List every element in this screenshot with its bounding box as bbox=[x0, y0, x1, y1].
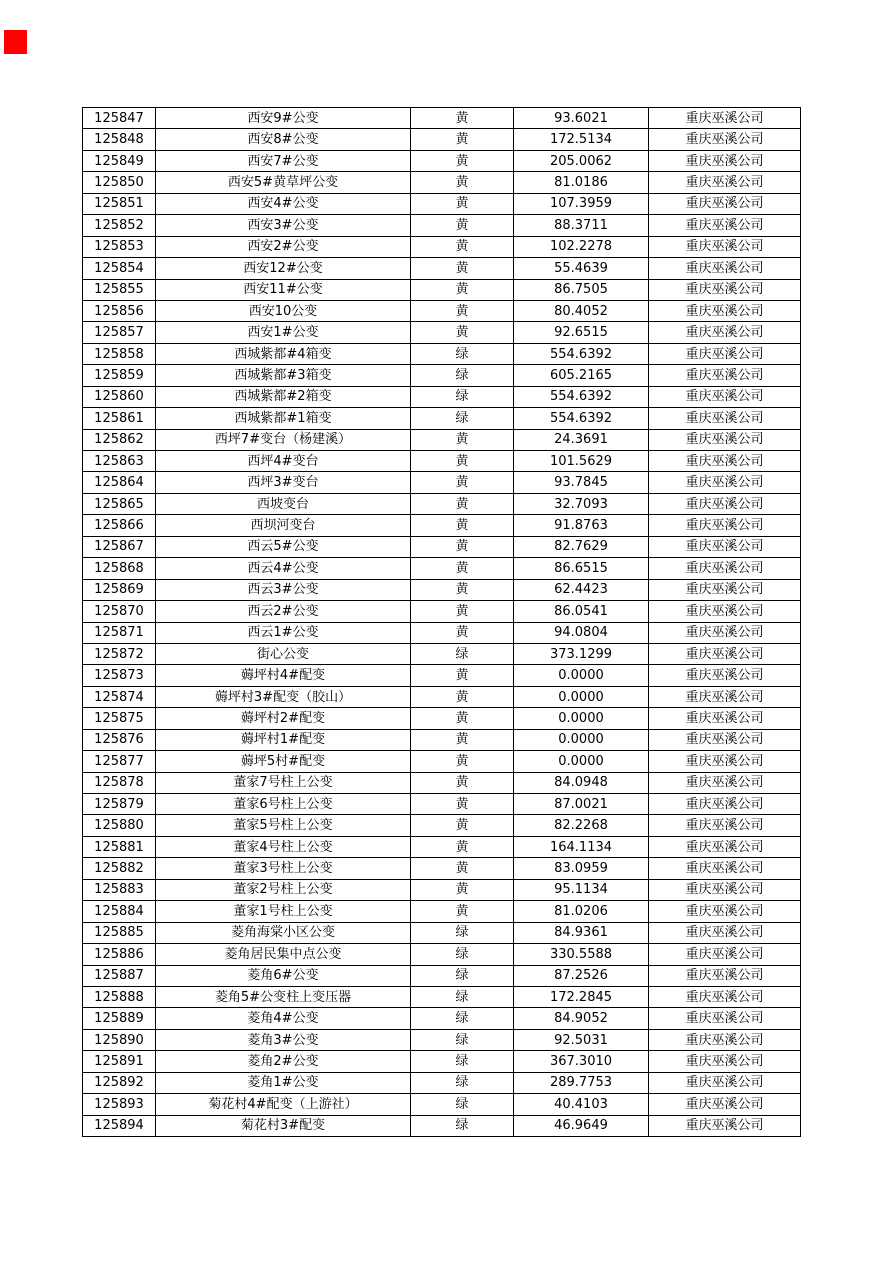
cell-color: 黄 bbox=[411, 472, 514, 493]
cell-company: 重庆巫溪公司 bbox=[649, 986, 801, 1007]
cell-value: 172.5134 bbox=[514, 129, 649, 150]
cell-name: 董家7号柱上公变 bbox=[156, 772, 411, 793]
cell-value: 330.5588 bbox=[514, 944, 649, 965]
table-row bbox=[83, 665, 801, 686]
cell-name: 菱角6#公变 bbox=[156, 965, 411, 986]
table-row bbox=[83, 365, 801, 386]
cell-color: 黄 bbox=[411, 258, 514, 279]
table-row bbox=[83, 708, 801, 729]
cell-value: 86.6515 bbox=[514, 558, 649, 579]
cell-company: 重庆巫溪公司 bbox=[649, 836, 801, 857]
cell-color: 绿 bbox=[411, 965, 514, 986]
cell-id: 125892 bbox=[83, 1072, 156, 1093]
cell-name: 董家5号柱上公变 bbox=[156, 815, 411, 836]
table-row bbox=[83, 1072, 801, 1093]
table-row bbox=[83, 772, 801, 793]
cell-name: 西坪7#变台（杨建溪） bbox=[156, 429, 411, 450]
cell-color: 黄 bbox=[411, 322, 514, 343]
cell-value: 93.7845 bbox=[514, 472, 649, 493]
cell-name: 薅坪5村#配变 bbox=[156, 751, 411, 772]
cell-company: 重庆巫溪公司 bbox=[649, 772, 801, 793]
cell-company: 重庆巫溪公司 bbox=[649, 729, 801, 750]
cell-color: 黄 bbox=[411, 665, 514, 686]
cell-company: 重庆巫溪公司 bbox=[649, 215, 801, 236]
cell-color: 绿 bbox=[411, 343, 514, 364]
cell-value: 55.4639 bbox=[514, 258, 649, 279]
cell-id: 125888 bbox=[83, 986, 156, 1007]
cell-id: 125851 bbox=[83, 193, 156, 214]
cell-name: 西安7#公变 bbox=[156, 150, 411, 171]
cell-name: 董家2号柱上公变 bbox=[156, 879, 411, 900]
cell-company: 重庆巫溪公司 bbox=[649, 451, 801, 472]
cell-color: 黄 bbox=[411, 879, 514, 900]
table-row bbox=[83, 794, 801, 815]
cell-name: 西安8#公变 bbox=[156, 129, 411, 150]
table-row bbox=[83, 150, 801, 171]
cell-value: 95.1134 bbox=[514, 879, 649, 900]
cell-name: 西安3#公变 bbox=[156, 215, 411, 236]
cell-value: 83.0959 bbox=[514, 858, 649, 879]
cell-name: 薅坪村1#配变 bbox=[156, 729, 411, 750]
cell-company: 重庆巫溪公司 bbox=[649, 493, 801, 514]
cell-value: 84.9052 bbox=[514, 1008, 649, 1029]
cell-color: 绿 bbox=[411, 1051, 514, 1072]
cell-color: 黄 bbox=[411, 686, 514, 707]
cell-color: 绿 bbox=[411, 1072, 514, 1093]
cell-value: 81.0206 bbox=[514, 901, 649, 922]
cell-value: 0.0000 bbox=[514, 729, 649, 750]
cell-value: 86.7505 bbox=[514, 279, 649, 300]
cell-company: 重庆巫溪公司 bbox=[649, 815, 801, 836]
cell-company: 重庆巫溪公司 bbox=[649, 1008, 801, 1029]
table-row bbox=[83, 472, 801, 493]
table-row bbox=[83, 686, 801, 707]
data-table bbox=[82, 107, 801, 1137]
cell-value: 0.0000 bbox=[514, 665, 649, 686]
cell-id: 125883 bbox=[83, 879, 156, 900]
cell-id: 125869 bbox=[83, 579, 156, 600]
cell-id: 125847 bbox=[83, 108, 156, 129]
cell-id: 125849 bbox=[83, 150, 156, 171]
cell-name: 西安10公变 bbox=[156, 300, 411, 321]
cell-name: 董家6号柱上公变 bbox=[156, 794, 411, 815]
red-marker bbox=[4, 30, 27, 54]
cell-value: 92.6515 bbox=[514, 322, 649, 343]
cell-company: 重庆巫溪公司 bbox=[649, 622, 801, 643]
cell-company: 重庆巫溪公司 bbox=[649, 536, 801, 557]
cell-value: 164.1134 bbox=[514, 836, 649, 857]
cell-company: 重庆巫溪公司 bbox=[649, 965, 801, 986]
cell-id: 125870 bbox=[83, 601, 156, 622]
cell-company: 重庆巫溪公司 bbox=[649, 901, 801, 922]
cell-id: 125886 bbox=[83, 944, 156, 965]
cell-color: 绿 bbox=[411, 1115, 514, 1136]
cell-id: 125889 bbox=[83, 1008, 156, 1029]
cell-company: 重庆巫溪公司 bbox=[649, 279, 801, 300]
cell-value: 86.0541 bbox=[514, 601, 649, 622]
cell-id: 125848 bbox=[83, 129, 156, 150]
cell-name: 西城紫都#1箱变 bbox=[156, 408, 411, 429]
cell-color: 绿 bbox=[411, 386, 514, 407]
cell-value: 367.3010 bbox=[514, 1051, 649, 1072]
cell-value: 102.2278 bbox=[514, 236, 649, 257]
table-row bbox=[83, 815, 801, 836]
table-row bbox=[83, 279, 801, 300]
cell-id: 125873 bbox=[83, 665, 156, 686]
cell-color: 黄 bbox=[411, 858, 514, 879]
table-row bbox=[83, 536, 801, 557]
cell-company: 重庆巫溪公司 bbox=[649, 922, 801, 943]
cell-id: 125875 bbox=[83, 708, 156, 729]
cell-name: 薅坪村3#配变（胶山） bbox=[156, 686, 411, 707]
cell-company: 重庆巫溪公司 bbox=[649, 1072, 801, 1093]
cell-name: 西安5#黄草坪公变 bbox=[156, 172, 411, 193]
cell-id: 125856 bbox=[83, 300, 156, 321]
cell-name: 西云2#公变 bbox=[156, 601, 411, 622]
cell-color: 黄 bbox=[411, 729, 514, 750]
cell-company: 重庆巫溪公司 bbox=[649, 258, 801, 279]
cell-name: 西城紫都#3箱变 bbox=[156, 365, 411, 386]
table-row bbox=[83, 1115, 801, 1136]
table-row bbox=[83, 322, 801, 343]
cell-id: 125881 bbox=[83, 836, 156, 857]
cell-id: 125890 bbox=[83, 1029, 156, 1050]
cell-id: 125850 bbox=[83, 172, 156, 193]
cell-name: 西安12#公变 bbox=[156, 258, 411, 279]
cell-company: 重庆巫溪公司 bbox=[649, 1051, 801, 1072]
cell-name: 菊花村4#配变（上游社） bbox=[156, 1094, 411, 1115]
cell-id: 125854 bbox=[83, 258, 156, 279]
cell-color: 黄 bbox=[411, 193, 514, 214]
table-row bbox=[83, 408, 801, 429]
cell-color: 绿 bbox=[411, 986, 514, 1007]
cell-name: 西城紫都#2箱变 bbox=[156, 386, 411, 407]
cell-value: 82.2268 bbox=[514, 815, 649, 836]
cell-company: 重庆巫溪公司 bbox=[649, 343, 801, 364]
table-row bbox=[83, 558, 801, 579]
cell-name: 西安4#公变 bbox=[156, 193, 411, 214]
cell-company: 重庆巫溪公司 bbox=[649, 129, 801, 150]
table-row bbox=[83, 601, 801, 622]
cell-color: 黄 bbox=[411, 579, 514, 600]
cell-color: 黄 bbox=[411, 536, 514, 557]
cell-name: 西城紫都#4箱变 bbox=[156, 343, 411, 364]
cell-company: 重庆巫溪公司 bbox=[649, 108, 801, 129]
cell-id: 125865 bbox=[83, 493, 156, 514]
table-row bbox=[83, 901, 801, 922]
cell-value: 88.3711 bbox=[514, 215, 649, 236]
cell-value: 87.2526 bbox=[514, 965, 649, 986]
cell-company: 重庆巫溪公司 bbox=[649, 944, 801, 965]
cell-value: 32.7093 bbox=[514, 493, 649, 514]
cell-value: 81.0186 bbox=[514, 172, 649, 193]
table-row bbox=[83, 1008, 801, 1029]
cell-id: 125857 bbox=[83, 322, 156, 343]
cell-value: 94.0804 bbox=[514, 622, 649, 643]
cell-color: 黄 bbox=[411, 836, 514, 857]
cell-company: 重庆巫溪公司 bbox=[649, 322, 801, 343]
cell-value: 0.0000 bbox=[514, 708, 649, 729]
cell-color: 黄 bbox=[411, 622, 514, 643]
cell-id: 125853 bbox=[83, 236, 156, 257]
cell-color: 黄 bbox=[411, 279, 514, 300]
cell-color: 黄 bbox=[411, 794, 514, 815]
table-row bbox=[83, 429, 801, 450]
cell-name: 董家4号柱上公变 bbox=[156, 836, 411, 857]
cell-id: 125864 bbox=[83, 472, 156, 493]
table-row bbox=[83, 515, 801, 536]
cell-id: 125887 bbox=[83, 965, 156, 986]
cell-id: 125852 bbox=[83, 215, 156, 236]
cell-company: 重庆巫溪公司 bbox=[649, 1115, 801, 1136]
cell-company: 重庆巫溪公司 bbox=[649, 879, 801, 900]
cell-value: 92.5031 bbox=[514, 1029, 649, 1050]
cell-value: 24.3691 bbox=[514, 429, 649, 450]
cell-name: 董家1号柱上公变 bbox=[156, 901, 411, 922]
table-row bbox=[83, 108, 801, 129]
cell-name: 西安11#公变 bbox=[156, 279, 411, 300]
cell-id: 125882 bbox=[83, 858, 156, 879]
cell-color: 黄 bbox=[411, 108, 514, 129]
cell-id: 125893 bbox=[83, 1094, 156, 1115]
table-row bbox=[83, 643, 801, 664]
cell-color: 黄 bbox=[411, 129, 514, 150]
table-row bbox=[83, 922, 801, 943]
cell-name: 菱角4#公变 bbox=[156, 1008, 411, 1029]
cell-name: 西坪4#变台 bbox=[156, 451, 411, 472]
table-row bbox=[83, 193, 801, 214]
cell-value: 62.4423 bbox=[514, 579, 649, 600]
cell-company: 重庆巫溪公司 bbox=[649, 579, 801, 600]
cell-id: 125894 bbox=[83, 1115, 156, 1136]
cell-value: 554.6392 bbox=[514, 386, 649, 407]
cell-value: 554.6392 bbox=[514, 408, 649, 429]
cell-id: 125859 bbox=[83, 365, 156, 386]
cell-color: 黄 bbox=[411, 429, 514, 450]
table-row bbox=[83, 493, 801, 514]
cell-name: 菊花村3#配变 bbox=[156, 1115, 411, 1136]
cell-id: 125876 bbox=[83, 729, 156, 750]
cell-id: 125871 bbox=[83, 622, 156, 643]
cell-id: 125885 bbox=[83, 922, 156, 943]
cell-name: 西云5#公变 bbox=[156, 536, 411, 557]
cell-id: 125879 bbox=[83, 794, 156, 815]
cell-color: 绿 bbox=[411, 643, 514, 664]
cell-value: 91.8763 bbox=[514, 515, 649, 536]
cell-name: 菱角5#公变柱上变压器 bbox=[156, 986, 411, 1007]
table-row bbox=[83, 215, 801, 236]
table-row bbox=[83, 1051, 801, 1072]
cell-id: 125861 bbox=[83, 408, 156, 429]
cell-value: 82.7629 bbox=[514, 536, 649, 557]
cell-value: 101.5629 bbox=[514, 451, 649, 472]
cell-value: 84.9361 bbox=[514, 922, 649, 943]
cell-company: 重庆巫溪公司 bbox=[649, 601, 801, 622]
table-row bbox=[83, 579, 801, 600]
cell-company: 重庆巫溪公司 bbox=[649, 1094, 801, 1115]
cell-company: 重庆巫溪公司 bbox=[649, 643, 801, 664]
table-row bbox=[83, 1094, 801, 1115]
cell-name: 西云4#公变 bbox=[156, 558, 411, 579]
cell-value: 205.0062 bbox=[514, 150, 649, 171]
table-row bbox=[83, 858, 801, 879]
table-row bbox=[83, 836, 801, 857]
table-row bbox=[83, 236, 801, 257]
cell-name: 薅坪村4#配变 bbox=[156, 665, 411, 686]
cell-color: 绿 bbox=[411, 1029, 514, 1050]
cell-name: 西安2#公变 bbox=[156, 236, 411, 257]
cell-color: 黄 bbox=[411, 215, 514, 236]
cell-company: 重庆巫溪公司 bbox=[649, 858, 801, 879]
cell-name: 薅坪村2#配变 bbox=[156, 708, 411, 729]
table-row bbox=[83, 944, 801, 965]
cell-color: 黄 bbox=[411, 751, 514, 772]
cell-name: 西安1#公变 bbox=[156, 322, 411, 343]
table-row bbox=[83, 258, 801, 279]
cell-name: 菱角海棠小区公变 bbox=[156, 922, 411, 943]
table-row bbox=[83, 751, 801, 772]
cell-id: 125867 bbox=[83, 536, 156, 557]
cell-name: 菱角1#公变 bbox=[156, 1072, 411, 1093]
cell-value: 84.0948 bbox=[514, 772, 649, 793]
cell-company: 重庆巫溪公司 bbox=[649, 300, 801, 321]
cell-company: 重庆巫溪公司 bbox=[649, 193, 801, 214]
table-row bbox=[83, 451, 801, 472]
cell-id: 125866 bbox=[83, 515, 156, 536]
cell-id: 125858 bbox=[83, 343, 156, 364]
cell-value: 107.3959 bbox=[514, 193, 649, 214]
cell-color: 黄 bbox=[411, 708, 514, 729]
cell-color: 黄 bbox=[411, 493, 514, 514]
cell-name: 菱角2#公变 bbox=[156, 1051, 411, 1072]
table-row bbox=[83, 986, 801, 1007]
cell-value: 373.1299 bbox=[514, 643, 649, 664]
cell-name: 西坪3#变台 bbox=[156, 472, 411, 493]
cell-color: 绿 bbox=[411, 1094, 514, 1115]
cell-name: 菱角3#公变 bbox=[156, 1029, 411, 1050]
cell-color: 黄 bbox=[411, 451, 514, 472]
cell-company: 重庆巫溪公司 bbox=[649, 708, 801, 729]
cell-id: 125884 bbox=[83, 901, 156, 922]
data-table-body bbox=[83, 108, 801, 1137]
cell-value: 93.6021 bbox=[514, 108, 649, 129]
cell-company: 重庆巫溪公司 bbox=[649, 172, 801, 193]
cell-company: 重庆巫溪公司 bbox=[649, 236, 801, 257]
cell-color: 黄 bbox=[411, 815, 514, 836]
cell-color: 绿 bbox=[411, 1008, 514, 1029]
cell-value: 554.6392 bbox=[514, 343, 649, 364]
cell-name: 西坝河变台 bbox=[156, 515, 411, 536]
cell-color: 绿 bbox=[411, 408, 514, 429]
cell-value: 0.0000 bbox=[514, 686, 649, 707]
table-row bbox=[83, 172, 801, 193]
cell-name: 西安9#公变 bbox=[156, 108, 411, 129]
cell-color: 黄 bbox=[411, 150, 514, 171]
cell-company: 重庆巫溪公司 bbox=[649, 794, 801, 815]
cell-company: 重庆巫溪公司 bbox=[649, 150, 801, 171]
cell-id: 125872 bbox=[83, 643, 156, 664]
table-row bbox=[83, 879, 801, 900]
cell-id: 125880 bbox=[83, 815, 156, 836]
cell-company: 重庆巫溪公司 bbox=[649, 408, 801, 429]
cell-name: 董家3号柱上公变 bbox=[156, 858, 411, 879]
cell-company: 重庆巫溪公司 bbox=[649, 386, 801, 407]
table-row bbox=[83, 300, 801, 321]
cell-name: 菱角居民集中点公变 bbox=[156, 944, 411, 965]
cell-name: 街心公变 bbox=[156, 643, 411, 664]
cell-value: 605.2165 bbox=[514, 365, 649, 386]
cell-id: 125863 bbox=[83, 451, 156, 472]
table-row bbox=[83, 965, 801, 986]
cell-id: 125862 bbox=[83, 429, 156, 450]
cell-color: 黄 bbox=[411, 772, 514, 793]
table-row bbox=[83, 729, 801, 750]
data-table-container bbox=[82, 107, 800, 1137]
table-row bbox=[83, 129, 801, 150]
cell-company: 重庆巫溪公司 bbox=[649, 1029, 801, 1050]
cell-id: 125868 bbox=[83, 558, 156, 579]
cell-name: 西云3#公变 bbox=[156, 579, 411, 600]
cell-color: 黄 bbox=[411, 172, 514, 193]
cell-id: 125860 bbox=[83, 386, 156, 407]
cell-value: 46.9649 bbox=[514, 1115, 649, 1136]
cell-name: 西坡变台 bbox=[156, 493, 411, 514]
cell-value: 80.4052 bbox=[514, 300, 649, 321]
cell-name: 西云1#公变 bbox=[156, 622, 411, 643]
cell-company: 重庆巫溪公司 bbox=[649, 515, 801, 536]
cell-color: 绿 bbox=[411, 365, 514, 386]
cell-company: 重庆巫溪公司 bbox=[649, 751, 801, 772]
cell-company: 重庆巫溪公司 bbox=[649, 365, 801, 386]
cell-value: 0.0000 bbox=[514, 751, 649, 772]
cell-value: 289.7753 bbox=[514, 1072, 649, 1093]
cell-value: 87.0021 bbox=[514, 794, 649, 815]
cell-color: 黄 bbox=[411, 601, 514, 622]
cell-id: 125874 bbox=[83, 686, 156, 707]
cell-color: 绿 bbox=[411, 944, 514, 965]
cell-id: 125891 bbox=[83, 1051, 156, 1072]
table-row bbox=[83, 343, 801, 364]
cell-company: 重庆巫溪公司 bbox=[649, 686, 801, 707]
cell-company: 重庆巫溪公司 bbox=[649, 558, 801, 579]
table-row bbox=[83, 386, 801, 407]
cell-company: 重庆巫溪公司 bbox=[649, 472, 801, 493]
cell-color: 黄 bbox=[411, 901, 514, 922]
cell-value: 40.4103 bbox=[514, 1094, 649, 1115]
cell-color: 黄 bbox=[411, 515, 514, 536]
cell-id: 125878 bbox=[83, 772, 156, 793]
table-row bbox=[83, 1029, 801, 1050]
cell-company: 重庆巫溪公司 bbox=[649, 665, 801, 686]
cell-color: 绿 bbox=[411, 922, 514, 943]
cell-color: 黄 bbox=[411, 236, 514, 257]
cell-value: 172.2845 bbox=[514, 986, 649, 1007]
table-row bbox=[83, 622, 801, 643]
cell-company: 重庆巫溪公司 bbox=[649, 429, 801, 450]
cell-id: 125877 bbox=[83, 751, 156, 772]
cell-color: 黄 bbox=[411, 558, 514, 579]
cell-id: 125855 bbox=[83, 279, 156, 300]
cell-color: 黄 bbox=[411, 300, 514, 321]
